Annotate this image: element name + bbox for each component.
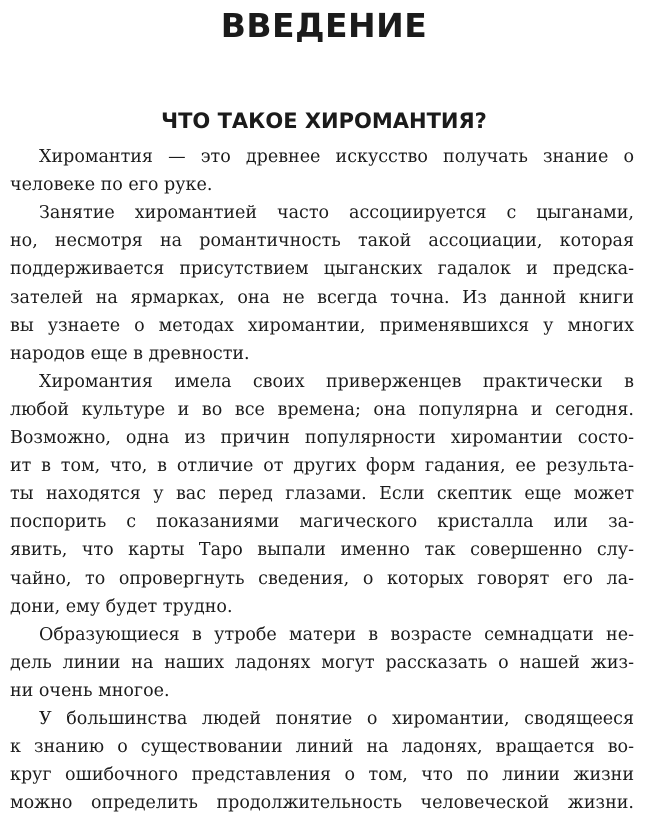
text-line: зателей на ярмарках, она не всегда точна. Из данной книги	[10, 287, 634, 308]
text-line: ит в том, что, в отличие от других форм гадания, ее результа-	[10, 456, 634, 477]
text-line: поддерживается присутствием цыганских гадалок и предска-	[10, 259, 634, 280]
text-line: но, несмотря на романтичность такой ассоциации, которая	[10, 231, 634, 252]
section-title: ЧТО ТАКОЕ ХИРОМАНТИЯ?	[161, 109, 487, 133]
text-line: ты находятся у вас перед глазами. Если скептик еще может	[10, 484, 634, 505]
text-line: можно определить продолжительность человеческой жизни.	[10, 793, 634, 814]
text-line: явить, что карты Таро выпали именно так совершенно слу-	[10, 540, 634, 561]
text-line: ни очень многое.	[10, 680, 170, 701]
text-line: вы узнаете о методах хиромантии, применявшихся у многих	[10, 315, 634, 336]
text-line: Образующиеся в утробе матери в возрасте семнадцати не-	[39, 624, 634, 645]
text-line: У большинства людей понятие о хиромантии, сводящееся	[39, 709, 634, 729]
text-line: любой культуре и во все времена; она популярна и сегодня.	[10, 399, 634, 420]
text-line: Хиромантия — это древнее искусство получать знание о	[39, 147, 634, 167]
text-line: к знанию о существовании линий на ладонях, вращается во-	[10, 737, 634, 758]
text-line: круг ошибочного представления о том, что по линии жизни	[10, 765, 634, 786]
text-line: Занятие хиромантией часто ассоциируется с цыганами,	[39, 203, 634, 224]
text-line: Возможно, одна из причин популярности хиромантии состо-	[10, 428, 634, 448]
text-line: народов еще в древности.	[10, 343, 250, 364]
text-line: дони, ему будет трудно.	[10, 596, 233, 617]
text-line: дель линии на наших ладонях могут рассказать о нашей жиз-	[10, 652, 634, 673]
text-line: поспорить с показаниями магического кристалла или за-	[10, 512, 634, 533]
text-line: Хиромантия имела своих приверженцев практически в	[39, 371, 634, 392]
text-line: человеке по его руке.	[10, 175, 213, 196]
chapter-title: ВВЕДЕНИЕ	[220, 6, 428, 45]
text-line: чайно, то опровергнуть сведения, о которых говорят его ла-	[10, 568, 634, 589]
